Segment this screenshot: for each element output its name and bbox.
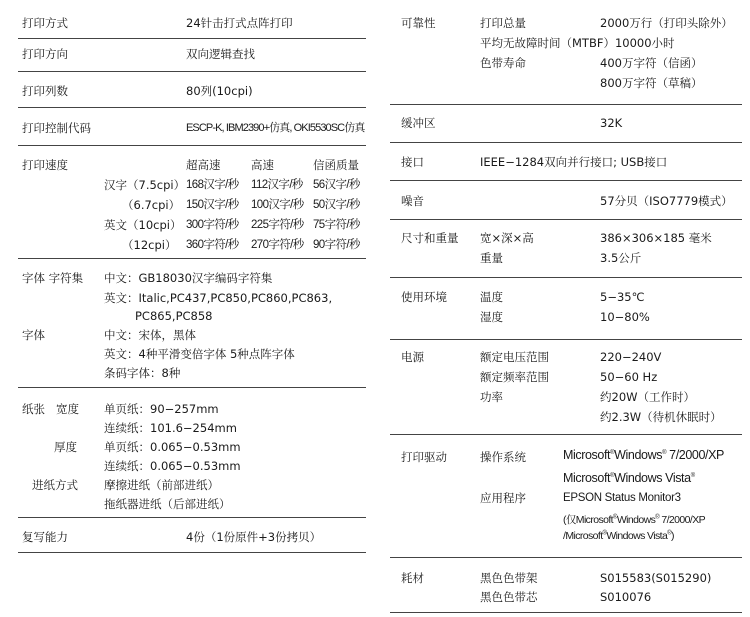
paper-label: 纸张 <box>22 402 45 416</box>
environment-value: 10−80% <box>600 310 650 324</box>
power-key: 额定频率范围 <box>480 370 549 384</box>
divider <box>390 142 742 143</box>
speed-cell: 168汉字/秒 <box>186 179 239 191</box>
consumable-key: 黑色色带芯 <box>480 590 538 604</box>
font-line: 英文：4种平滑变倍字体 5种点阵字体 <box>104 347 295 361</box>
charset-line: 英文：Italic,PC437,PC850,PC860,PC863, <box>104 291 333 305</box>
divider <box>18 552 366 553</box>
speed-row-label: 汉字（7.5cpi） <box>104 178 186 192</box>
speed-cell: 50汉字/秒 <box>313 199 360 211</box>
reliability-key: 色带寿命 <box>480 56 526 70</box>
app-value: EPSON Status Monitor3 <box>563 492 681 504</box>
reliability-key: 打印总量 <box>480 16 526 30</box>
divider <box>390 104 742 105</box>
reliability-key: 平均无故障时间（MTBF）10000小时 <box>480 36 675 50</box>
reliability-value: 2000万行（打印头除外） <box>600 16 733 30</box>
print-direction-value: 双向逻辑查找 <box>186 47 255 61</box>
divider <box>18 38 366 39</box>
driver-note-line-1: (仅Microsoft®Windows® 7/2000/XP <box>563 514 706 526</box>
paper-feed-line: 拖纸器进纸（后部进纸） <box>104 497 231 511</box>
speed-cell: 270字符/秒 <box>251 239 304 251</box>
speed-cell: 100汉字/秒 <box>251 199 304 211</box>
print-columns-value: 80列(10cpi) <box>186 84 253 98</box>
speed-row-label: （6.7cpi） <box>122 198 181 212</box>
dimensions-value: 386×306×185 毫米 <box>600 231 712 245</box>
reliability-value: 800万字符（草稿） <box>600 76 703 90</box>
interface-label: 接口 <box>401 155 424 169</box>
environment-label: 使用环境 <box>401 290 447 304</box>
paper-thickness-line: 单页纸：0.065−0.53mm <box>104 440 241 454</box>
dimensions-key: 重量 <box>480 251 503 265</box>
font-label: 字体 <box>22 328 45 342</box>
paper-thickness-line: 连续纸：0.065−0.53mm <box>104 459 241 473</box>
dimensions-key: 宽×深×高 <box>480 231 534 245</box>
paper-thickness-label: 厚度 <box>54 440 77 454</box>
divider <box>18 387 366 388</box>
speed-cell: 300字符/秒 <box>186 219 239 231</box>
divider <box>18 145 366 146</box>
environment-value: 5−35℃ <box>600 290 645 304</box>
divider <box>390 219 742 220</box>
control-code-value: ESCP-K, IBM2390+仿真, OKI5530SC仿真 <box>186 122 365 134</box>
divider <box>390 434 742 435</box>
power-value: 约20W（工作时） <box>600 390 696 404</box>
divider <box>390 277 742 278</box>
speed-cell: 360字符/秒 <box>186 239 239 251</box>
noise-value: 57分贝（ISO7779模式） <box>600 194 733 208</box>
speed-header-ultra: 超高速 <box>186 158 221 172</box>
driver-label: 打印驱动 <box>401 450 447 464</box>
speed-cell: 150汉字/秒 <box>186 199 239 211</box>
copies-value: 4份（1份原件+3份拷贝） <box>186 530 322 544</box>
power-value: 50−60 Hz <box>600 370 658 384</box>
print-direction-label: 打印方向 <box>22 47 68 61</box>
power-key: 额定电压范围 <box>480 350 549 364</box>
paper-width-line: 单页纸：90−257mm <box>104 402 219 416</box>
consumable-key: 黑色色带架 <box>480 571 538 585</box>
os-label: 操作系统 <box>480 450 526 464</box>
divider <box>18 258 366 259</box>
os-line-1: Microsoft®Windows® 7/2000/XP <box>563 448 724 462</box>
speed-cell: 75字符/秒 <box>313 219 360 231</box>
print-speed-label: 打印速度 <box>22 158 68 172</box>
paper-feed-line: 摩擦进纸（前部进纸） <box>104 478 219 492</box>
consumables-label: 耗材 <box>401 571 424 585</box>
speed-row-label: 英文（10cpi） <box>104 218 182 232</box>
divider <box>390 557 742 558</box>
print-columns-label: 打印列数 <box>22 84 68 98</box>
os-line-2: Microsoft®Windows Vista® <box>563 471 695 485</box>
reliability-value: 400万字符（信函） <box>600 56 703 70</box>
speed-row-label: （12cpi） <box>122 238 177 252</box>
dimensions-label: 尺寸和重量 <box>401 231 459 245</box>
reliability-label: 可靠性 <box>401 16 436 30</box>
consumable-value: S015583(S015290) <box>600 571 712 585</box>
app-label: 应用程序 <box>480 491 526 505</box>
print-method-value: 24针击打式点阵打印 <box>186 16 293 30</box>
charset-line: PC865,PC858 <box>135 309 213 323</box>
speed-header-high: 高速 <box>251 158 274 172</box>
dimensions-value: 3.5公斤 <box>600 251 642 265</box>
paper-width-label: 宽度 <box>56 402 79 416</box>
copies-label: 复写能力 <box>22 530 68 544</box>
power-key: 功率 <box>480 390 503 404</box>
divider <box>390 339 742 340</box>
speed-cell: 56汉字/秒 <box>313 179 360 191</box>
paper-feed-label: 进纸方式 <box>32 478 78 492</box>
charset-line: 中文：GB18030汉字编码字符集 <box>104 271 273 285</box>
font-line: 中文：宋体，黑体 <box>104 328 196 342</box>
divider <box>18 71 366 72</box>
power-value: 220−240V <box>600 350 662 364</box>
divider <box>390 180 742 181</box>
interface-value: IEEE−1284双向并行接口; USB接口 <box>480 155 668 169</box>
speed-cell: 112汉字/秒 <box>251 179 303 191</box>
divider <box>18 107 366 108</box>
noise-label: 噪音 <box>401 194 424 208</box>
control-code-label: 打印控制代码 <box>22 121 91 135</box>
paper-width-line: 连续纸：101.6−254mm <box>104 421 237 435</box>
environment-key: 湿度 <box>480 310 503 324</box>
divider <box>18 517 366 518</box>
charset-label: 字体 字符集 <box>22 271 84 285</box>
consumable-value: S010076 <box>600 590 652 604</box>
environment-key: 温度 <box>480 290 503 304</box>
font-line: 条码字体：8种 <box>104 366 181 380</box>
divider <box>390 612 742 613</box>
print-method-label: 打印方式 <box>22 16 68 30</box>
power-value: 约2.3W（待机休眠时） <box>600 410 722 424</box>
buffer-label: 缓冲区 <box>401 116 436 130</box>
power-label: 电源 <box>401 350 424 364</box>
speed-header-letter: 信函质量 <box>313 158 359 172</box>
driver-note-line-2: /Microsoft®Windows Vista®) <box>563 530 674 542</box>
buffer-value: 32K <box>600 116 623 130</box>
speed-cell: 225字符/秒 <box>251 219 304 231</box>
speed-cell: 90字符/秒 <box>313 239 360 251</box>
